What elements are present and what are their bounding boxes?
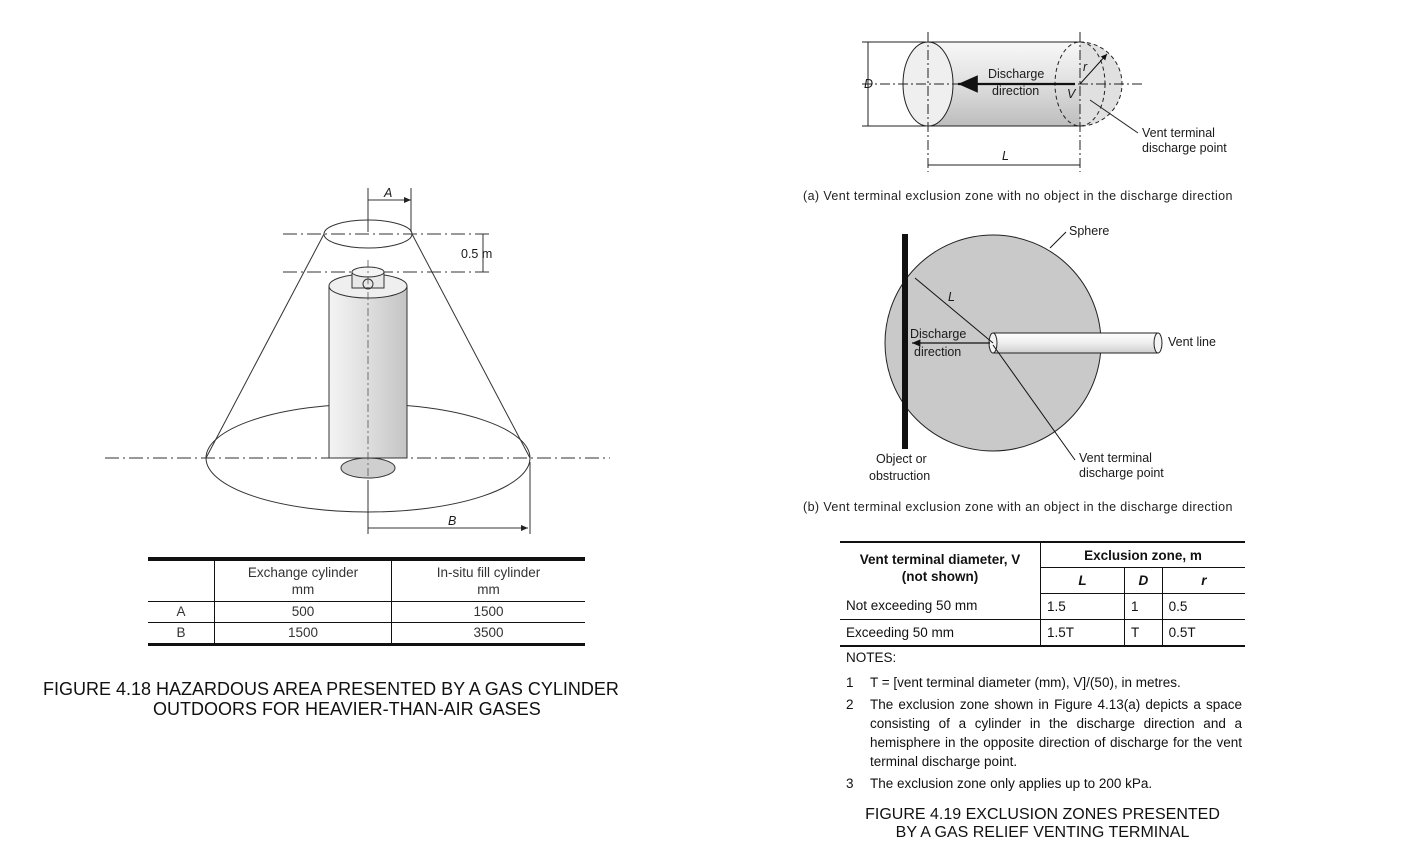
dim-l-label: L (948, 290, 955, 304)
table-header-cell: r (1162, 568, 1245, 593)
header-unit: mm (477, 582, 500, 597)
table-row (148, 602, 585, 623)
object-label-line1: Object or (876, 452, 927, 466)
radius-label: r (1083, 60, 1088, 74)
table-row (840, 619, 1245, 646)
table-cell: Exceeding 50 mm (840, 619, 1041, 646)
vent-diameter-label: V (1067, 87, 1076, 101)
dim-a-label: A (384, 186, 393, 200)
figure-418-caption (43, 679, 683, 719)
vent-terminal-label-line1: Vent terminal (1079, 451, 1152, 465)
figure-419a-caption: (a) Vent terminal exclusion zone with no object in the discharge direction (803, 189, 1233, 203)
note-item (846, 695, 1242, 771)
discharge-label-line2: direction (914, 345, 962, 359)
dim-height-label: 0.5 m (461, 247, 493, 261)
cone-left-line (206, 234, 324, 458)
table-cell: A (148, 602, 215, 623)
discharge-label-line1: Discharge (910, 327, 967, 341)
header-unit: mm (291, 582, 315, 597)
note-number: 3 (846, 776, 854, 791)
figure-419-caption (845, 806, 1240, 842)
table-cell: 0.5T (1162, 619, 1245, 646)
caption-line: FIGURE 4.19 EXCLUSION ZONES PRESENTED (865, 806, 1220, 823)
vent-line-end (1154, 333, 1162, 353)
figure-418-diagram (0, 0, 640, 545)
figure-419b-caption: (b) Vent terminal exclusion zone with an object in the discharge direction (803, 500, 1233, 514)
vent-line-label: Vent line (1168, 335, 1216, 349)
object-label-line2: obstruction (869, 469, 931, 483)
table-header-row (148, 559, 585, 602)
header-line: Exchange cylinder (247, 565, 359, 580)
table-cell: 1.5T (1041, 619, 1125, 646)
notes-title: NOTES: (846, 650, 897, 665)
dim-l-label: L (1002, 149, 1009, 163)
figure-419a-diagram (850, 30, 1320, 210)
table-cell: 1 (1125, 593, 1163, 619)
note-text: The exclusion zone shown in Figure 4.13(a) depicts a space consisting of a cylinder in the discharge direction and a hemisphere in the opposite direction of discharge for the vent terminal discharge point. (870, 697, 1242, 769)
caption-line: OUTDOORS FOR HEAVIER-THAN-AIR GASES (153, 699, 541, 719)
note-item (846, 774, 1242, 793)
table-group-header: Exclusion zone, m (1041, 542, 1246, 568)
vent-line-pipe (993, 333, 1158, 353)
note-number: 2 (846, 697, 854, 712)
note-text: T = [vent terminal diameter (mm), V]/(50), in metres. (870, 675, 1181, 690)
table-header-cell: L (1041, 568, 1125, 593)
caption-line: BY A GAS RELIEF VENTING TERMINAL (895, 824, 1190, 841)
table-header-cell (840, 542, 1041, 593)
vent-terminal-label-line2: discharge point (1142, 141, 1227, 155)
vent-terminal-label-line2: discharge point (1079, 466, 1164, 480)
figure-419b-diagram (850, 220, 1250, 490)
table-header-cell (148, 559, 215, 602)
table-row (148, 623, 585, 645)
table-header-cell: D (1125, 568, 1163, 593)
dim-d-label: D (864, 77, 874, 91)
sphere-label: Sphere (1069, 224, 1110, 238)
dim-b-label: B (448, 514, 457, 528)
obstruction-wall (902, 234, 908, 449)
figure-418-table (148, 557, 585, 646)
table-header-cell (215, 559, 392, 602)
header-line: In-situ fill cylinder (436, 565, 541, 580)
table-header-cell (392, 559, 586, 602)
table-cell: 1.5 (1041, 593, 1125, 619)
note-text: The exclusion zone only applies up to 200 kPa. (870, 776, 1153, 791)
vent-terminal-label-line1: Vent terminal (1142, 126, 1215, 140)
header-line: (not shown) (901, 569, 979, 584)
sphere-leader (1050, 232, 1066, 248)
table-row (840, 593, 1245, 619)
table-cell: Not exceeding 50 mm (840, 593, 1041, 619)
note-item (846, 673, 1242, 692)
table-cell: 1500 (473, 604, 504, 619)
table-cell: 1500 (215, 623, 392, 645)
table-header-row (840, 542, 1245, 568)
notes-section (846, 650, 1242, 796)
table-cell: 500 (215, 602, 392, 623)
table-cell: 3500 (473, 625, 504, 640)
table-cell: T (1125, 619, 1163, 646)
discharge-label-line1: Discharge (988, 67, 1045, 81)
discharge-label-line2: direction (992, 84, 1040, 98)
table-cell: 0.5 (1162, 593, 1245, 619)
table-cell: B (148, 623, 215, 645)
note-number: 1 (846, 675, 854, 690)
caption-line: FIGURE 4.18 HAZARDOUS AREA PRESENTED BY A GAS CYLINDER (43, 679, 619, 699)
cone-right-line (412, 234, 530, 458)
header-line: Vent terminal diameter, V (859, 552, 1021, 567)
figure-419-table (840, 541, 1245, 647)
